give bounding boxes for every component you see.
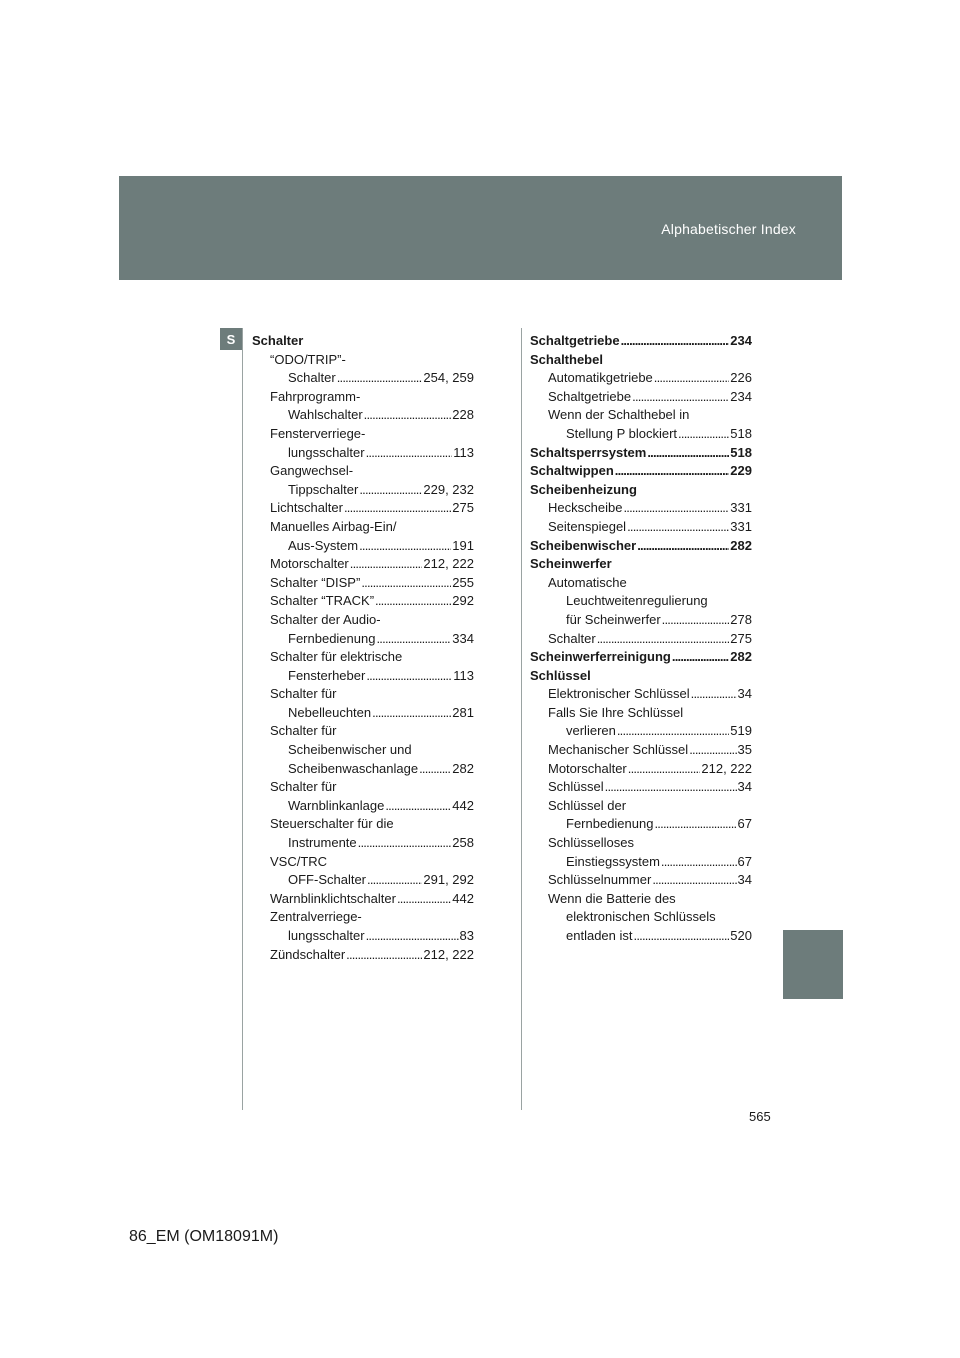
index-entry: [252, 574, 474, 593]
leader-dots: [623, 499, 729, 518]
index-entry-pages: 275: [452, 500, 474, 516]
index-entry-pages: 191: [452, 537, 474, 553]
leader-dots: [366, 444, 453, 463]
index-entry-text: Falls Sie Ihre Schlüssel: [548, 704, 684, 720]
leader-dots: [661, 853, 737, 872]
index-entry: [252, 648, 474, 667]
leader-dots: [385, 797, 451, 816]
index-entry-text: “ODO/TRIP”-: [270, 351, 346, 367]
index-entry-text: Mechanischer Schlüssel: [548, 742, 689, 758]
leader-dots: [621, 332, 730, 351]
index-entry: [252, 667, 474, 686]
index-entry-text: Scheinwerferreinigung: [530, 649, 671, 665]
index-entry: [530, 481, 752, 500]
index-entry-text: Scheinwerfer: [530, 556, 612, 572]
index-entry-pages: 67: [737, 816, 752, 832]
index-entry: [530, 537, 752, 556]
index-entry-text: Schalter: [548, 630, 596, 646]
leader-dots: [652, 871, 736, 890]
index-entry-text: Seitenspiegel: [548, 518, 627, 534]
index-entry-pages: 34: [737, 686, 752, 702]
index-entry-pages: 229, 232: [423, 481, 474, 497]
leader-dots: [654, 815, 736, 834]
index-entry-text: Scheibenheizung: [530, 481, 637, 497]
index-entry: [252, 406, 474, 425]
column-divider-left: [242, 328, 243, 1110]
index-entry: [252, 444, 474, 463]
index-entry: [252, 499, 474, 518]
index-entry-text: Fahrprogramm-: [270, 388, 361, 404]
index-entry-text: Leuchtweitenregulierung: [566, 593, 708, 609]
index-entry: [252, 685, 474, 704]
index-entry-pages: 275: [730, 630, 752, 646]
index-entry-text: VSC/TRC: [270, 853, 328, 869]
index-entry: [530, 499, 752, 518]
index-entry-pages: 278: [730, 611, 752, 627]
index-entry: [252, 741, 474, 760]
index-entry: [530, 927, 752, 946]
index-entry: [530, 722, 752, 741]
index-entry: [252, 853, 474, 872]
leader-dots: [627, 518, 729, 537]
index-entry-text: Fernbedienung: [566, 816, 654, 832]
header-title: Alphabetischer Index: [661, 221, 796, 237]
index-entry-pages: 226: [730, 370, 752, 386]
index-entry-text: Schalter: [288, 370, 336, 386]
leader-dots: [632, 388, 729, 407]
index-entry-text: Motorschalter: [548, 760, 627, 776]
index-entry-text: Einstiegssystem: [566, 853, 660, 869]
index-entry-pages: 292: [452, 593, 474, 609]
index-entry: [252, 834, 474, 853]
index-entry: [252, 722, 474, 741]
index-entry-text: Schlüsselloses: [548, 835, 634, 851]
index-entry: [252, 871, 474, 890]
index-entry: [530, 815, 752, 834]
leader-dots: [397, 890, 451, 909]
index-entry-text: Schalter für: [270, 779, 337, 795]
leader-dots: [617, 722, 729, 741]
index-entry-text: Schalter der Audio-: [270, 611, 381, 627]
index-entry: [530, 462, 752, 481]
index-entry-text: elektronischen Schlüssels: [566, 909, 716, 925]
index-entry-text: Automatikgetriebe: [548, 370, 653, 386]
index-entry: [530, 760, 752, 779]
leader-dots: [647, 444, 729, 463]
index-entry-text: Fernbedienung: [288, 630, 376, 646]
index-entry: [530, 890, 752, 909]
index-entry-pages: 83: [459, 928, 474, 943]
leader-dots: [367, 871, 422, 890]
index-entry-text: Nebelleuchten: [288, 704, 372, 720]
index-entry-text: Automatische: [548, 574, 627, 590]
index-entry: [530, 518, 752, 537]
leader-dots: [364, 406, 452, 425]
index-column-right: [530, 332, 752, 946]
leader-dots: [654, 369, 730, 388]
index-entry-text: Schalter für: [270, 686, 337, 702]
side-thumb-tab: [783, 930, 843, 999]
leader-dots: [637, 537, 729, 556]
index-entry: [252, 555, 474, 574]
index-entry-pages: 331: [730, 518, 752, 534]
index-entry-pages: 34: [737, 872, 752, 888]
document-code: 86_EM (OM18091M): [129, 1228, 279, 1245]
index-entry: [252, 351, 474, 370]
index-entry-text: Schalthebel: [530, 351, 603, 367]
leader-dots: [358, 834, 452, 853]
index-entry-text: Steuerschalter für die: [270, 816, 394, 832]
index-entry-text: Gangwechsel-: [270, 463, 354, 479]
index-entry-text: Wenn der Schalthebel in: [548, 407, 690, 423]
index-entry: [252, 481, 474, 500]
index-entry-text: Heckscheibe: [548, 500, 623, 516]
index-entry-pages: 258: [452, 835, 474, 851]
leader-dots: [372, 704, 451, 723]
index-entry-pages: 113: [453, 667, 474, 683]
index-entry-pages: 442: [452, 890, 474, 906]
index-entry-pages: 212, 222: [701, 760, 752, 776]
index-entry-text: Schlüssel: [530, 667, 591, 683]
index-entry-pages: 67: [737, 853, 752, 869]
index-entry-pages: 35: [737, 742, 752, 758]
index-entry: [252, 518, 474, 537]
index-entry-text: Aus-System: [288, 537, 359, 553]
index-entry-pages: 520: [730, 928, 752, 943]
index-entry-pages: 331: [730, 500, 752, 516]
index-entry: [530, 369, 752, 388]
index-entry: [530, 388, 752, 407]
index-entry-text: Scheibenwischer und: [288, 742, 412, 758]
index-entry-text: Schaltwippen: [530, 463, 614, 479]
index-entry: [530, 611, 752, 630]
index-entry-pages: 255: [452, 574, 474, 590]
index-entry-text: Schaltgetriebe: [530, 333, 620, 348]
leader-dots: [366, 927, 459, 946]
index-entry-pages: 282: [730, 649, 752, 665]
index-entry-pages: 212, 222: [423, 946, 474, 962]
index-entry-text: Warnblinklichtschalter: [270, 890, 396, 906]
index-entry: [530, 425, 752, 444]
index-entry-pages: 234: [730, 388, 752, 404]
index-entry: [252, 369, 474, 388]
index-entry: [252, 927, 474, 946]
index-entry: [252, 592, 474, 611]
index-entry-text: Wahlschalter: [288, 407, 363, 423]
index-entry: [530, 685, 752, 704]
index-entry-text: lungsschalter: [288, 928, 365, 943]
index-entry-text: Schaltsperrsystem: [530, 444, 647, 460]
index-entry: [530, 667, 752, 686]
index-entry-text: Schalter “DISP”: [270, 574, 361, 590]
index-entry-text: lungsschalter: [288, 444, 365, 460]
index-entry: [252, 332, 474, 351]
leader-dots: [346, 946, 422, 965]
leader-dots: [672, 648, 729, 667]
leader-dots: [634, 927, 730, 946]
leader-dots: [350, 555, 423, 574]
index-entry-pages: 518: [730, 444, 752, 460]
index-entry: [530, 834, 752, 853]
index-entry-text: Schlüssel: [548, 779, 604, 795]
index-entry-text: verlieren: [566, 723, 616, 739]
index-entry-text: Schalter für: [270, 723, 337, 739]
index-entry-pages: 254, 259: [423, 370, 474, 386]
index-entry-pages: 212, 222: [423, 556, 474, 572]
index-entry: [530, 555, 752, 574]
index-entry-text: Fensterverriege-: [270, 425, 366, 441]
index-entry: [530, 574, 752, 593]
leader-dots: [361, 574, 451, 593]
index-entry-text: Scheibenwischer: [530, 537, 637, 553]
index-entry-text: Schaltgetriebe: [548, 388, 632, 404]
index-entry: [530, 797, 752, 816]
leader-dots: [344, 499, 451, 518]
index-entry-pages: 282: [730, 537, 752, 553]
index-entry-text: Zündschalter: [270, 946, 346, 962]
leader-dots: [359, 481, 422, 500]
leader-dots: [678, 425, 729, 444]
index-entry-text: für Scheinwerfer: [566, 611, 661, 627]
index-entry-pages: 228: [452, 407, 474, 423]
index-entry: [530, 853, 752, 872]
index-entry: [530, 592, 752, 611]
index-entry: [252, 908, 474, 927]
index-entry: [252, 815, 474, 834]
index-entry: [252, 630, 474, 649]
index-entry: [530, 704, 752, 723]
index-entry: [252, 537, 474, 556]
section-letter-tab: S: [220, 328, 242, 350]
index-entry-text: Elektronischer Schlüssel: [548, 686, 690, 702]
index-entry-pages: 234: [730, 333, 752, 348]
index-entry-text: Lichtschalter: [270, 500, 343, 516]
index-entry: [252, 797, 474, 816]
leader-dots: [359, 537, 451, 556]
index-entry-text: Scheibenwaschanlage: [288, 760, 419, 776]
index-entry-text: Fensterheber: [288, 667, 366, 683]
index-entry-text: Schalter “TRACK”: [270, 593, 375, 609]
index-entry: [252, 890, 474, 909]
index-entry-pages: 442: [452, 797, 474, 813]
index-entry-text: Manuelles Airbag-Ein/: [270, 518, 397, 534]
index-entry-pages: 34: [737, 779, 752, 795]
leader-dots: [419, 760, 451, 779]
index-entry-text: entladen ist: [566, 928, 633, 943]
header-band: [119, 176, 842, 280]
index-entry-text: Schlüsselnummer: [548, 872, 652, 888]
index-entry: [252, 425, 474, 444]
index-entry-text: Wenn die Batterie des: [548, 890, 676, 906]
leader-dots: [691, 685, 737, 704]
index-entry-text: OFF-Schalter: [288, 872, 367, 888]
index-entry: [530, 406, 752, 425]
index-entry-pages: 229: [730, 463, 752, 479]
leader-dots: [375, 592, 451, 611]
index-entry: [252, 462, 474, 481]
index-entry-text: Motorschalter: [270, 556, 349, 572]
index-entry-text: Warnblinkanlage: [288, 797, 385, 813]
index-column-left: [252, 332, 474, 964]
index-entry: [530, 741, 752, 760]
leader-dots: [366, 667, 452, 686]
index-entry-text: Schlüssel der: [548, 797, 627, 813]
column-divider-middle: [521, 328, 522, 1110]
index-entry: [252, 611, 474, 630]
index-entry-pages: 518: [730, 425, 752, 441]
leader-dots: [628, 760, 701, 779]
leader-dots: [689, 741, 736, 760]
index-entry: [252, 704, 474, 723]
index-entry-text: Instrumente: [288, 835, 357, 851]
index-entry: [530, 351, 752, 370]
index-entry-pages: 281: [452, 704, 474, 720]
index-entry: [530, 444, 752, 463]
index-entry: [530, 332, 752, 351]
index-entry-pages: 519: [730, 723, 752, 739]
index-entry-pages: 113: [453, 444, 474, 460]
index-entry-pages: 282: [452, 760, 474, 776]
index-entry-text: Tippschalter: [288, 481, 359, 497]
index-entry: [252, 778, 474, 797]
leader-dots: [337, 369, 423, 388]
index-entry-text: Schalter: [252, 333, 304, 348]
index-entry-text: Zentralverriege-: [270, 909, 362, 925]
index-entry-pages: 291, 292: [423, 872, 474, 888]
index-entry: [530, 871, 752, 890]
leader-dots: [605, 778, 737, 797]
index-entry: [530, 630, 752, 649]
leader-dots: [376, 630, 451, 649]
leader-dots: [662, 611, 730, 630]
index-entry-pages: 334: [452, 630, 474, 646]
page-number: 565: [749, 1109, 771, 1124]
leader-dots: [597, 630, 730, 649]
index-entry: [530, 908, 752, 927]
index-entry-text: Schalter für elektrische: [270, 649, 403, 665]
index-entry: [252, 760, 474, 779]
index-entry: [252, 388, 474, 407]
index-entry: [530, 778, 752, 797]
leader-dots: [615, 462, 730, 481]
index-entry-text: Stellung P blockiert: [566, 425, 678, 441]
index-entry: [252, 946, 474, 965]
index-entry: [530, 648, 752, 667]
